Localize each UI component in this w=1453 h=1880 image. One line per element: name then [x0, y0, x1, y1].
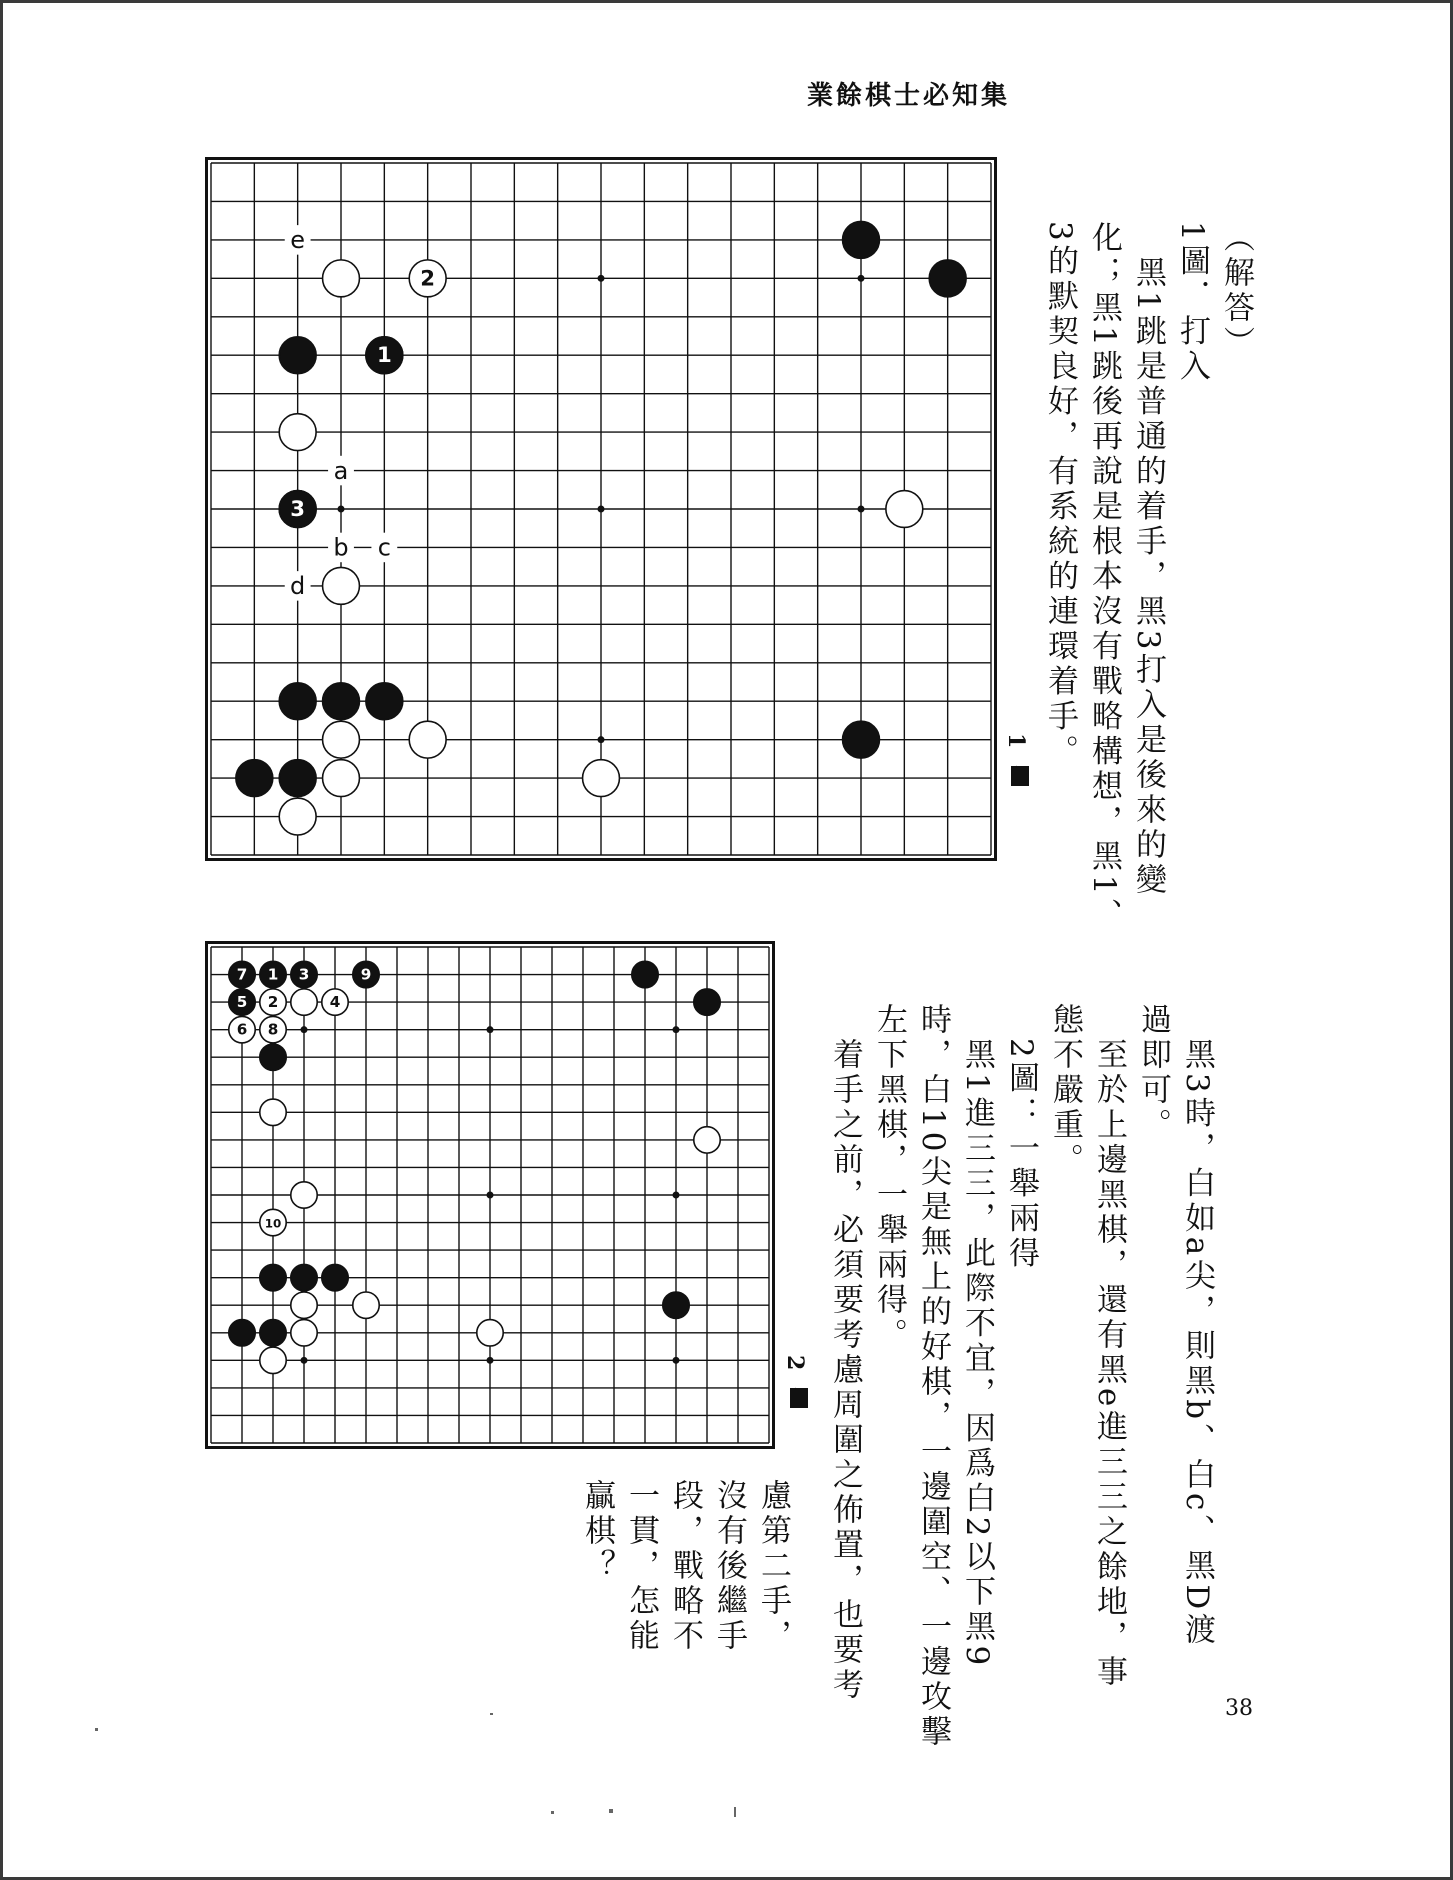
black-stone: [323, 683, 360, 720]
book-page: [3, 3, 1450, 1877]
text-col-6: 黑3時，白如a尖，則黑b、白c、黑D渡: [1179, 1003, 1215, 1649]
scan-speck: [490, 1713, 493, 1715]
white-stone: [260, 1099, 286, 1125]
star-point: [598, 506, 605, 513]
text-col-2: 1圖．打入: [1174, 221, 1210, 385]
text-col-9: 態不嚴重。: [1047, 1003, 1083, 1178]
black-stone: [291, 1264, 317, 1290]
black-stone: [229, 1320, 255, 1346]
scan-speck: [609, 1809, 613, 1813]
text-col-13: 左下黑棋，一舉兩得。: [871, 1003, 907, 1353]
white-stone: [291, 989, 317, 1015]
black-stone: [694, 989, 720, 1015]
star-point: [673, 1357, 680, 1364]
black-stone: [843, 721, 880, 758]
explanation-text-block: [823, 1003, 1219, 1751]
black-stone: [663, 1292, 689, 1318]
answer-text-block: [1038, 221, 1258, 934]
move-number: 3: [290, 497, 306, 523]
black-stone: [632, 961, 658, 987]
move-number: 6: [236, 1020, 248, 1039]
position-letter: a: [333, 456, 349, 485]
white-stone: [886, 491, 923, 528]
text-col-17: 段，戰略不: [667, 1479, 703, 1654]
figure-2-label: [782, 1355, 808, 1408]
black-stone: [322, 1264, 348, 1290]
white-stone: [353, 1292, 379, 1318]
text-col-5: 3的默契良好，有系統的連環着手。: [1042, 221, 1078, 770]
figure-2-mark: 圖: [790, 1388, 808, 1408]
white-stone: [291, 1320, 317, 1346]
star-point: [301, 1357, 308, 1364]
text-col-14: 着手之前，必須要考慮周圍之佈置，也要考: [827, 1003, 863, 1703]
black-stone: [260, 1264, 286, 1290]
figure-1-number: 1: [1003, 733, 1029, 749]
text-col-12: 時，白10尖是無上的好棋，一邊圍空、一邊攻擊: [915, 1003, 951, 1751]
figure-2-number: 2: [782, 1355, 808, 1371]
move-number: 2: [267, 993, 279, 1012]
white-stone: [323, 721, 360, 758]
star-point: [673, 1192, 680, 1199]
star-point: [598, 736, 605, 743]
black-stone: [929, 260, 966, 297]
text-col-18: 一貫，怎能: [623, 1479, 659, 1654]
go-board-figure-1: [205, 157, 997, 861]
white-stone: [409, 721, 446, 758]
position-letter: c: [377, 533, 391, 562]
black-stone: [236, 760, 273, 797]
move-number: 8: [267, 1020, 279, 1039]
text-col-10: 2圖：一舉兩得: [1003, 1003, 1039, 1272]
white-stone: [583, 760, 620, 797]
star-point: [858, 275, 865, 282]
go-board-figure-2: [205, 941, 775, 1449]
black-stone: [279, 683, 316, 720]
black-stone: [279, 760, 316, 797]
text-col-4: 化；黑1跳後再說是根本沒有戰略構想，黑1、: [1086, 221, 1122, 934]
star-point: [487, 1357, 494, 1364]
move-number: 3: [298, 965, 310, 984]
star-point: [858, 506, 865, 513]
move-number: 1: [267, 965, 279, 984]
text-col-16: 沒有後繼手: [711, 1479, 747, 1654]
white-stone: [694, 1127, 720, 1153]
text-col-11: 黑1進三三，此際不宜，因爲白2以下黑9: [959, 1003, 995, 1670]
black-stone: [843, 221, 880, 258]
black-stone: [279, 337, 316, 374]
star-point: [338, 506, 345, 513]
page-number: 38: [1225, 1696, 1253, 1721]
figure-1-label: [1003, 733, 1029, 786]
white-stone: [260, 1347, 286, 1373]
white-stone: [477, 1320, 503, 1346]
star-point: [673, 1026, 680, 1033]
text-col-8: 至於上邊黑棋，還有黑e進三三之餘地，事: [1091, 1003, 1127, 1691]
black-stone: [366, 683, 403, 720]
page-header-title: 業餘棋士必知集: [806, 81, 1010, 111]
star-point: [301, 1026, 308, 1033]
white-stone: [323, 760, 360, 797]
move-number: 9: [360, 965, 372, 984]
white-stone: [279, 798, 316, 835]
move-number: 1: [376, 343, 392, 369]
move-number: 4: [329, 993, 341, 1012]
text-col-1: （解答）: [1218, 221, 1254, 361]
move-number: 5: [236, 993, 248, 1012]
black-stone: [260, 1320, 286, 1346]
white-stone: [323, 260, 360, 297]
black-stone: [260, 1044, 286, 1070]
figure-1-mark: 圖: [1011, 766, 1029, 786]
move-number: 7: [236, 965, 248, 984]
white-stone: [323, 567, 360, 604]
position-letter: e: [290, 226, 306, 255]
text-col-7: 過即可。: [1135, 1003, 1171, 1143]
position-letter: b: [333, 533, 349, 562]
white-stone: [279, 414, 316, 451]
move-number: 10: [264, 1216, 282, 1231]
star-point: [598, 275, 605, 282]
text-col-19: 贏棋？: [579, 1479, 615, 1584]
text-col-3: 黑1跳是普通的着手，黑3打入是後來的變: [1130, 221, 1166, 899]
position-letter: d: [290, 572, 306, 601]
white-stone: [291, 1292, 317, 1318]
star-point: [487, 1192, 494, 1199]
white-stone: [291, 1182, 317, 1208]
text-col-15: 慮第二手，: [755, 1479, 791, 1654]
scan-speck: [95, 1728, 98, 1731]
star-point: [487, 1026, 494, 1033]
scan-speck: [551, 1811, 554, 1814]
conclusion-text-block: [575, 1479, 795, 1709]
move-number: 2: [420, 266, 436, 292]
scan-speck: [734, 1807, 736, 1817]
